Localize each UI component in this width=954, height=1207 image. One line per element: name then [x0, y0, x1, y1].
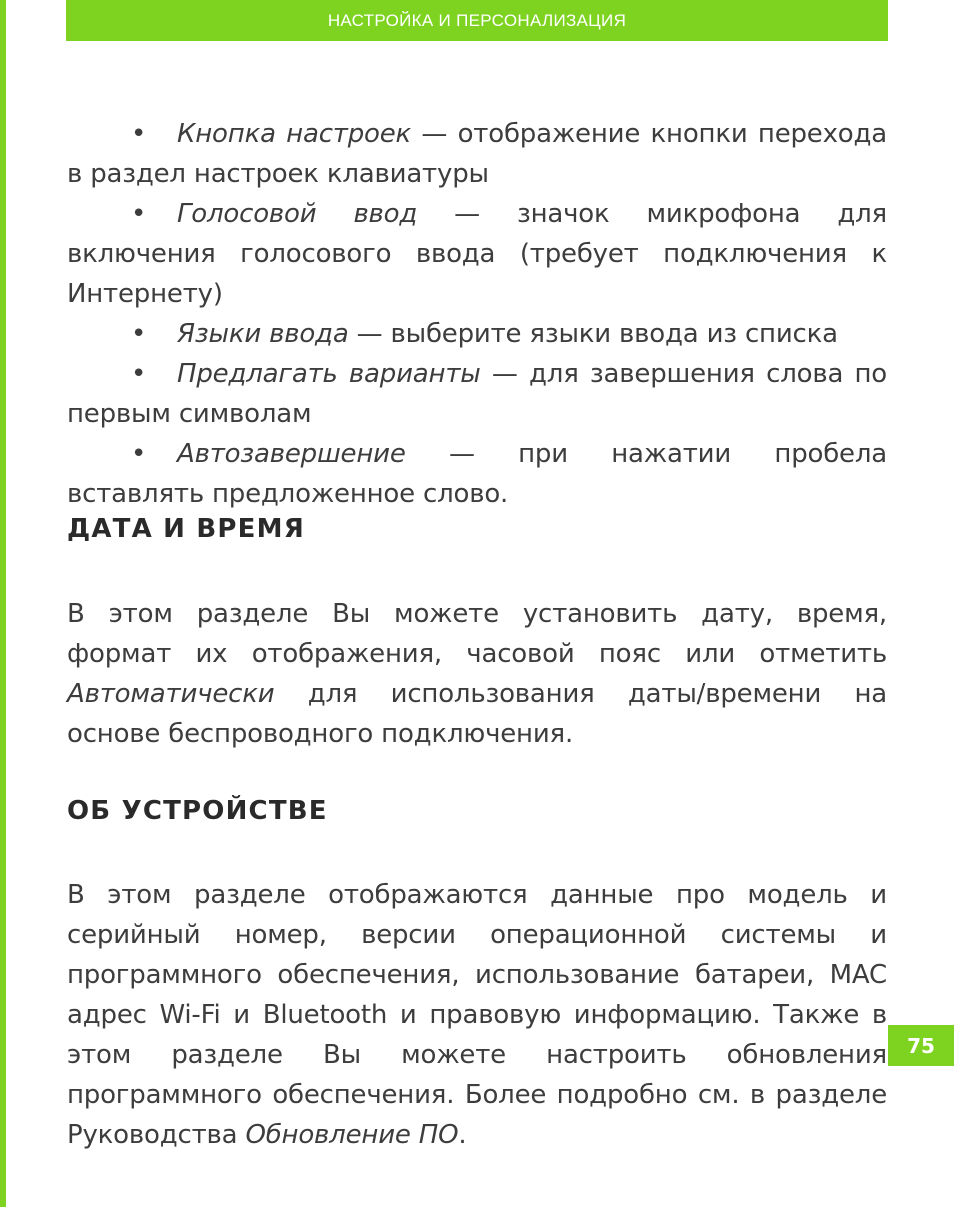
chapter-title: НАСТРОЙКА И ПЕРСОНАЛИЗАЦИЯ	[327, 10, 627, 30]
chapter-header	[66, 0, 888, 41]
bullet-text: — при нажатии пробела вставлять предложенное слово.	[67, 439, 887, 509]
bullet-term: Кнопка настроек	[177, 119, 412, 149]
bullet-term: Голосовой ввод	[177, 199, 418, 229]
paragraph-text: для использования даты/времени на основе беспроводного подключения.	[67, 679, 887, 749]
list-item	[67, 434, 887, 514]
paragraph-text: В этом разделе отображаются данные про модель и серийный номер, версии операционной системы и программного обеспечения, использование батареи, MAC адрес Wi-Fi и Bluetooth и правовую информацию. Также в этом разделе Вы можете настроить обновления программного обеспечения. Более подробно см. в разделе Руководства	[67, 880, 887, 1150]
section-paragraph-datetime	[67, 594, 887, 754]
bullet-text: — отображение кнопки перехода в раздел настроек клавиатуры	[67, 119, 887, 189]
bullet-icon: •	[131, 359, 147, 389]
section-heading-datetime: ДАТА И ВРЕМЯ	[67, 514, 305, 544]
bullet-icon: •	[131, 199, 147, 229]
bullet-term: Языки ввода	[177, 319, 349, 349]
page-number-label: 75	[907, 1033, 935, 1058]
section-paragraph-device	[67, 875, 887, 1155]
bullet-term: Автозавершение	[177, 439, 406, 469]
list-item	[67, 354, 887, 434]
paragraph-text: .	[458, 1120, 467, 1150]
paragraph-italic: Автоматически	[67, 679, 275, 709]
bullet-icon: •	[131, 439, 147, 469]
bullet-icon: •	[131, 319, 147, 349]
left-accent-stripe	[0, 0, 6, 1207]
bullet-list	[67, 114, 887, 514]
bullet-text: — значок микрофона для включения голосового ввода (требует подключения к Интернету)	[67, 199, 887, 309]
bullet-text: — выберите языки ввода из списка	[348, 319, 838, 349]
bullet-icon: •	[131, 119, 147, 149]
list-item	[67, 194, 887, 314]
bullet-text: — для завершения слова по первым символам	[67, 359, 888, 429]
paragraph-italic: Обновление ПО	[245, 1120, 459, 1150]
list-item	[67, 114, 887, 194]
bullet-term: Предлагать варианты	[177, 359, 481, 389]
section-heading-device: ОБ УСТРОЙСТВЕ	[67, 796, 328, 826]
list-item	[67, 314, 887, 354]
paragraph-text: В этом разделе Вы можете установить дату, время, формат их отображения, часовой пояс или отметить	[67, 599, 887, 669]
page-number	[888, 1025, 954, 1066]
